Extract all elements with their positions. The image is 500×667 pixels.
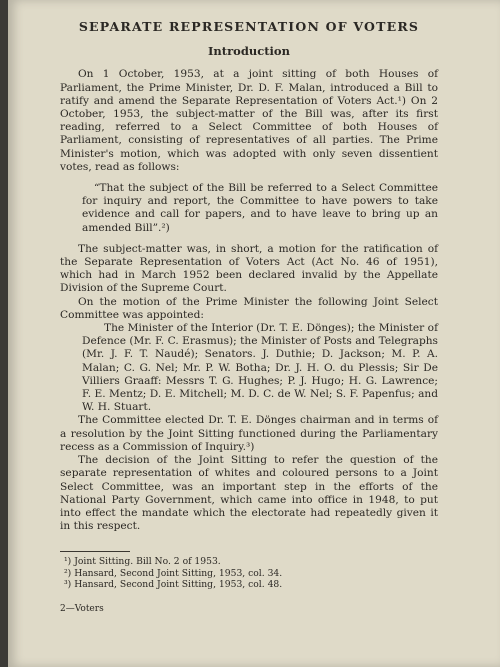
document-title: SEPARATE REPRESENTATION OF VOTERS — [78, 19, 420, 34]
paragraph-chairman: The Committee elected Dr. T. E. Dönges chairman and in terms of a resolution by the Joint Sitting functioned during the Parliamentary recess as a Commission of Inquiry.³) — [60, 414, 438, 453]
footnote-3: ³) Hansard, Second Joint Sitting, 1953, col. 48. — [64, 579, 283, 591]
paragraph-opening: On 1 October, 1953, at a joint sitting of both Houses of Parliament, the Prime Minister, Dr. D. F. Malan, introduced a Bill to ratify and amend the Separate Representation of Voters Act.¹) On 2 October, 1953, the subject-matter of the Bill was, after its first reading, referred to a Select Committee of both Houses of Parliament, consisting of representatives of all parties. The Prime Minister's motion, which was adopted with only seven dissentient votes, read as follows: — [60, 68, 438, 173]
paragraph-decision: The decision of the Joint Sitting to refer the question of the separate representation of whites and coloured persons to a Joint Select Committee, was an important step in the efforts of the National Party Government, which came into office in 1948, to put into effect the mandate which the electorate had repeatedly given it in this respect. — [60, 454, 438, 533]
page-content — [60, 20, 438, 616]
page-binding-edge — [0, 0, 8, 667]
footnote-1: ¹) Joint Sitting. Bill No. 2 of 1953. — [64, 556, 221, 568]
paragraph-subject-matter: The subject-matter was, in short, a motion for the ratification of the Separate Representation of Voters Act (Act No. 46 of 1951), which had in March 1952 been declared invalid by the Appellate Division of the Supreme Court. — [60, 242, 438, 295]
section-heading: Introduction — [208, 44, 290, 59]
committee-members: The Minister of the Interior (Dr. T. E. Dönges); the Minister of Defence (Mr. F. C. Erasmus); the Minister of Posts and Telegraphs (Mr. J. F. T. Naudé); Senators. J. Duthie; D. Jackson; M. P. A. Malan; C. G. Nel; Mr. P. W. Botha; Dr. J. H. O. du Plessis; Sir De Villiers Graaff: Messrs T. G. Hughes; P. J. Hugo; H. G. Lawrence; F. E. Mentz; D. E. Mitchell; M. D. C. de W. Nel; S. F. Papenfus; and W. H. Stuart. — [82, 322, 438, 414]
motion-quote: “That the subject of the Bill be referred to a Select Committee for inquiry and report, the Committee to have powers to take evidence and call for papers, and to have leave to bring up an amended Bill”.²) — [82, 182, 438, 234]
footnote-rule — [60, 551, 130, 552]
paragraph-committee-appointed: On the motion of the Prime Minister the following Joint Select Committee was appointed: — [60, 295, 438, 321]
footnote-2: ²) Hansard, Second Joint Sitting, 1953, col. 34. — [64, 567, 283, 579]
signature-mark: 2—Voters — [60, 603, 104, 614]
document-page — [8, 0, 500, 667]
